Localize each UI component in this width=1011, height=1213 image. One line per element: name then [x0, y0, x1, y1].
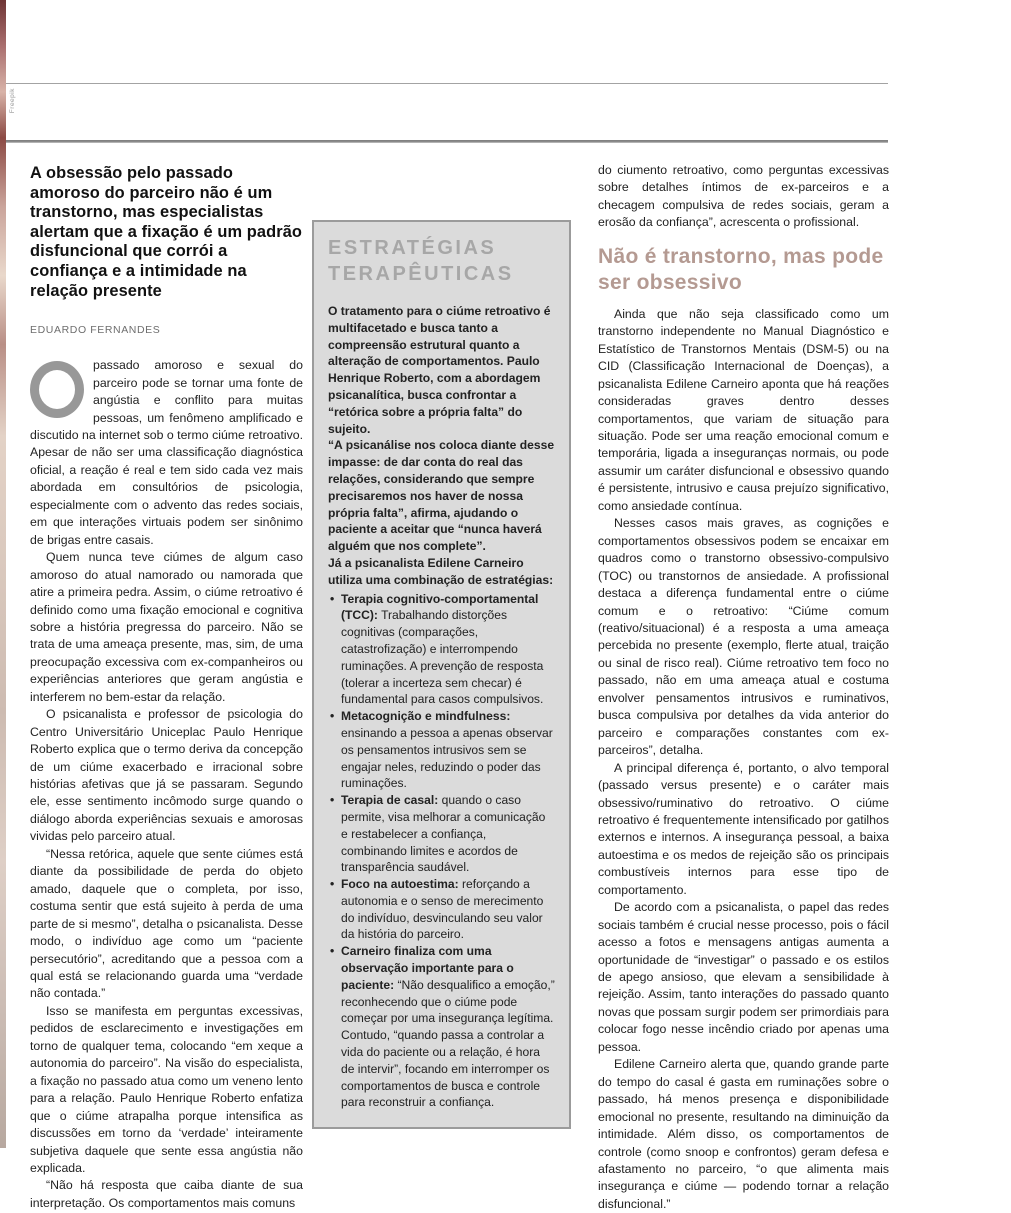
left-column: [30, 164, 303, 1212]
paragraph: Isso se manifesta em perguntas excessivas, pedidos de esclarecimento e investigações em torno de qualquer tema, colocando “em xeque a autonomia do parceiro”. Na visão do especialista, a fixação no passado atua como um veneno lento para a relação. Paulo Henrique Roberto enfatiza que o ciúme atrapalha porque intensifica as discussões em torno da ‘verdade’ inteiramente subjetiva daquele que sente essa angústia não explicada.: [30, 1003, 303, 1175]
bullet-text: quando o caso permite, visa melhorar a comunicação e restabelecer a confiança, combinando limites e acordos de transparência saudável.: [341, 793, 546, 875]
paragraph-text: passado amoroso e sexual do parceiro pode se tornar uma fonte de angústia e conflito para muitas pessoas, um fenômeno amplificado e discutido na internet sob o termo ciúme retroativo. Apesar de não ser uma classificação diagnóstica oficial, a reação é real e tem sido cada vez mais abordada em consultórios de psicologia, especialmente com o advento das redes sociais, em que interações virtuais podem ser sinônimo de brigas entre casais.: [30, 358, 303, 547]
right-column: [598, 162, 889, 1213]
paragraph: do ciumento retroativo, como perguntas excessivas sobre detalhes íntimos de ex-parceiros e a checagem compulsiva de redes sociais, geram a erosão da confiança”, acrescenta o profissional.: [598, 163, 889, 230]
drop-cap-o: [30, 361, 84, 418]
box-title: [328, 235, 555, 287]
list-item: [328, 708, 555, 792]
paragraph: “Nessa retórica, aquele que sente ciúmes está diante da possibilidade de perda do objeto amado, daquele que o completa, por isso, costuma sentir que está sujeito à perda de uma parte de si mesmo”, detalha o psicanalista. Desse modo, o indivíduo age como um “paciente persecutório”, acreditando que a pessoa com a qual está se relacionando guarda uma “verdade não contada.”: [30, 846, 303, 1001]
bullet-lead: Foco na autoestima:: [341, 877, 459, 892]
paragraph: Nesses casos mais graves, as cognições e comportamentos obsessivos podem se encaixar em quadros como o transtorno obsessivo-compulsivo (TOC) ou transtornos de ansiedade. A profissional destaca a diferença fundamental entre o ciúme comum e o retroativo: “Ciúme comum (reativo/situacional) é a resposta a uma ameaça percebida no presente (exemplo, flerte atual, traição ou sinal de risco real). Ciúme retroativo tem foco no passado, não em uma ameaça atual e costuma envolver pensamentos intrusivos e ruminativos, busca compulsiva por detalhes da vida anterior do parceiro e comparações constantes com ex-parceiros”, detalha.: [598, 516, 889, 758]
box-title-line1: ESTRATÉGIAS: [328, 237, 497, 259]
bullet-lead: Carneiro finaliza com uma observação importante para o paciente:: [341, 944, 514, 992]
bullet-lead: Terapia cognitivo-comportamental (TCC):: [341, 591, 539, 623]
box-paragraph: O tratamento para o ciúme retroativo é multifacetado e busca tanto a compreensão estrutural quanto a alteração de comportamentos. Paulo Henrique Roberto, com a abordagem psicanalítica, busca confrontar a “retórica sobre a própria falta” do sujeito.: [328, 304, 551, 436]
paragraph: [30, 357, 303, 549]
list-item: [328, 876, 555, 943]
bullet-text: ensinando a pessoa a apenas observar os pensamentos intrusivos sem se engajar neles, reduzindo o poder das ruminações.: [341, 725, 553, 791]
top-rule: [6, 83, 888, 84]
bullet-lead: Metacognição e mindfulness:: [341, 709, 511, 724]
bullet-text: Trabalhando distorções cognitivas (comparações, catastrofização) e interrompendo ruminações. A prevenção de resposta (tolerar a incerteza sem checar) é fundamental para casos compulsivos.: [341, 608, 544, 707]
paragraph: Quem nunca teve ciúmes de algum caso amoroso do atual namorado ou namorada que atire a primeira pedra. Assim, o ciúme retroativo é definido como uma fixação emocional e cognitiva sobre a história pregressa do parceiro. Não se trata de uma ameaça presente, mas, sim, de uma preocupação excessiva com ex-companheiros ou experiências anteriores que geram angústia e interferem no bem-estar da relação.: [30, 550, 303, 704]
box-paragraph: “A psicanálise nos coloca diante desse impasse: de dar conta do real das relações, considerando que sempre precisaremos nos haver de nossa própria falta”, afirma, ajudando o paciente a aceitar que “nunca haverá alguém que nos complete”.: [328, 438, 555, 554]
byline: EDUARDO FERNANDES: [30, 324, 161, 337]
box-paragraph: Já a psicanalista Edilene Carneiro utiliza uma combinação de estratégias:: [328, 555, 554, 587]
box-intro: [328, 303, 555, 589]
list-item: [328, 591, 555, 709]
paragraph: Ainda que não seja classificado como um transtorno independente no Manual Diagnóstico e Estatístico de Transtornos Mentais (DSM-5) ou na CID (Classificação Internacional de Doenças), a psicanalista Edilene Carneiro aponta que há reações consideradas graves dentro desses comportamentos, que variam de situação para situação. Pode ser uma reação emocional comum e temporária, ligada a inseguranças normais, ou pode assumir um caráter disfuncional e obsessivo quando é persistente, intrusivo e causa prejuízo significativo, como ansiedade contínua.: [598, 306, 889, 513]
therapeutic-strategies-box: [312, 220, 571, 1129]
paragraph: “Não há resposta que caiba diante de sua interpretação. Os comportamentos mais comuns: [30, 1178, 303, 1210]
page-edge-photo-strip: [0, 0, 6, 1148]
box-title-line2: TERAPÊUTICAS: [328, 263, 514, 285]
paragraph: De acordo com a psicanalista, o papel das redes sociais também é crucial nesse processo, pois o fácil acesso a fotos e mensagens antigas aumenta a oportunidade de “investigar” o passado e os estilos de apego ansioso, que elevam a sensibilidade à rejeição. Assim, tanto interações do passado quanto novas que possam surgir podem ser primordiais para colocar fogo nesse incêndio criado por apenas uma pessoa.: [598, 900, 889, 1054]
photo-credit: Freepik: [9, 88, 16, 114]
paragraph: Edilene Carneiro alerta que, quando grande parte do tempo do casal é gasta em ruminações sobre o passado, há menos presença e disponibilidade emocional no presente, resultando na diminuição da intimidade. Além disso, os comportamentos de controle (como snoop e confrontos) geram defesa e afastamento no parceiro, “o que alimenta mais insegurança e ciúme — podendo tornar a relação disfuncional.”: [598, 1057, 889, 1211]
list-item: [328, 943, 555, 1111]
article-body-left: [30, 357, 303, 1212]
bullet-lead: Terapia de casal:: [341, 793, 439, 808]
standfirst: A obsessão pelo passado amoroso do parceiro não é um transtorno, mas especialistas alertam que a fixação é um padrão disfuncional que corrói a confiança e a intimidade na relação presente: [30, 164, 303, 300]
paragraph: A principal diferença é, portanto, o alvo temporal (passado versus presente) e o caráter mais obsessivo/ruminativo do retroativo. O ciúme retroativo é frequentemente intensificado por gatilhos externos e internos. A insegurança pessoal, a baixa autoestima e os medos de rejeição são os principais combustíveis internos para esse tipo de comportamento.: [598, 760, 889, 897]
bullet-text: reforçando a autonomia e o senso de merecimento do indivíduo, desvinculando seu valor da história do parceiro.: [341, 877, 544, 942]
header-rule: [6, 140, 888, 143]
bullet-text: “Não desqualifico a emoção,” reconhecendo que o ciúme pode começar por uma insegurança legítima. Contudo, “quando passa a controlar a vida do paciente ou a relação, é hora de intervir”, focando em interromper os comportamentos de busca e controle para reconstruir a confiança.: [341, 977, 555, 1110]
strategy-bullet-list: [328, 591, 555, 1112]
section-heading: Não é transtorno, mas pode ser obsessivo: [598, 244, 884, 294]
list-item: [328, 792, 555, 876]
paragraph: O psicanalista e professor de psicologia do Centro Universitário Uniceplac Paulo Henrique Roberto explica que o termo deriva da concepção de um ciúme exacerbado e irracional sobre histórias afetivas que já se passaram. Segundo ele, esse sentimento incômodo surge quando o diálogo aborda experiências sexuais e amorosas vividas pelo parceiro atual.: [30, 707, 303, 844]
